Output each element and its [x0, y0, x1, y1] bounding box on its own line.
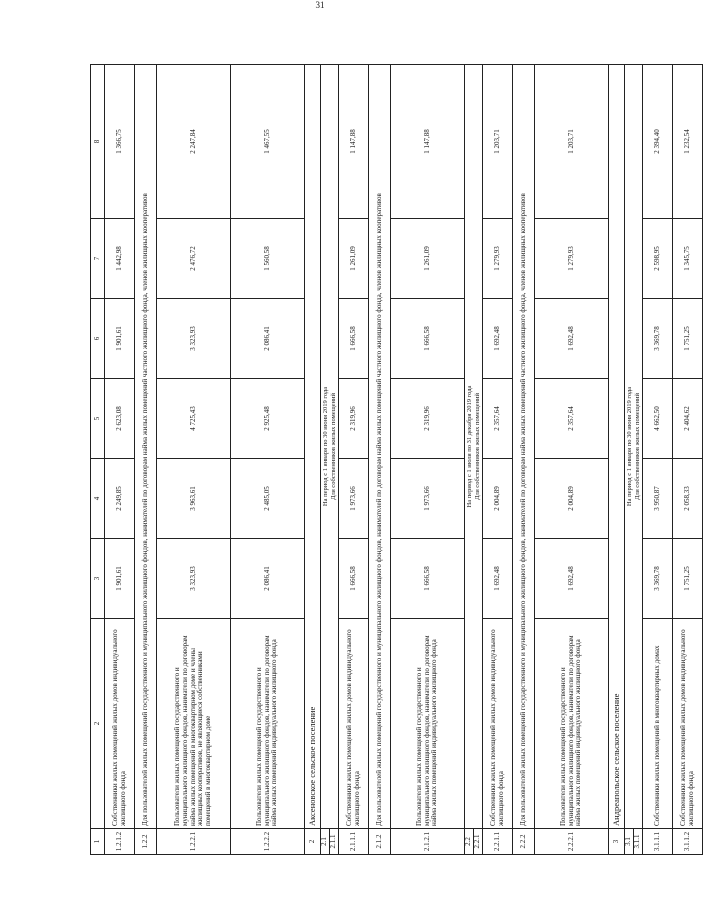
rotated-table-container	[90, 65, 695, 855]
row-name: Пользователи жилых помещений государственного и муниципального жилищного фондов, наниматели по договорам найма жилых помещений в многоквартирном доме и члены жилищных кооперативов, не являющиеся собственниками помещений в многоквартирном доме	[157, 619, 231, 829]
table-row	[643, 65, 673, 855]
row-code: 2.2.2.1	[535, 829, 609, 855]
group-heading: Для пользователей жилых помещений государственного и муниципального жилищного фондов, нанимателей по договорам найма жилых помещений частного жилищного фонда, членов жилищных кооперативов	[513, 65, 535, 829]
row-name: Пользователи жилых помещений государственного и муниципального жилищного фондов, наниматели по договорам найма жилых помещений индивидуального жилищного фонда	[391, 619, 465, 829]
tariff-value: 3 323,93	[157, 299, 231, 379]
row-code: 2.2.2	[513, 829, 535, 855]
row-code: 2.2.1	[474, 829, 483, 855]
tariff-value: 2 357,64	[535, 379, 609, 459]
tariff-value: 2 404,62	[673, 379, 703, 459]
group-heading: Для пользователей жилых помещений государственного и муниципального жилищного фондов, нанимателей по договорам найма жилых помещений частного жилищного фонда, членов жилищных кооперативов	[369, 65, 391, 829]
row-name: Пользователи жилых помещений государственного и муниципального жилищного фондов, наниматели по договорам найма жилых помещений индивидуального жилищного фонда	[535, 619, 609, 829]
row-name: Собственники жилых помещений в многоквартирных домах	[643, 619, 673, 829]
row-code: 2.1.1	[330, 829, 339, 855]
tariff-value: 3 950,87	[643, 459, 673, 539]
tariff-value: 1 442,98	[105, 219, 135, 299]
column-number-1: 1	[91, 829, 105, 855]
tariff-value: 1 666,58	[339, 299, 369, 379]
tariff-value: 2 319,96	[391, 379, 465, 459]
row-code: 2	[305, 829, 321, 855]
row-name: Собственники жилых помещений жилых домов индивидуального жилищного фонда	[673, 619, 703, 829]
column-number-4: 4	[91, 459, 105, 539]
table-row	[391, 65, 465, 855]
sub-heading: На период с 1 января по 30 июня 2019 года	[625, 65, 634, 829]
table-row	[609, 65, 625, 855]
sub-heading: На период с 1 июля по 31 декабря 2019 года	[465, 65, 474, 829]
tariff-value: 1 147,88	[391, 65, 465, 219]
table-row	[483, 65, 513, 855]
row-name: Собственники жилых помещений жилых домов индивидуального жилищного фонда	[339, 619, 369, 829]
tariff-value: 4 662,50	[643, 379, 673, 459]
row-code: 2.2.1.1	[483, 829, 513, 855]
table-row	[339, 65, 369, 855]
tariff-value: 1 751,25	[673, 539, 703, 619]
tariff-value: 1 232,54	[673, 65, 703, 219]
tariff-value: 1 666,58	[391, 539, 465, 619]
tariff-value: 1 366,75	[105, 65, 135, 219]
tariff-value: 1 973,66	[339, 459, 369, 539]
row-code: 1.2.2	[135, 829, 157, 855]
column-number-8: 8	[91, 65, 105, 219]
row-code: 3.1.1	[634, 829, 643, 855]
tariff-value: 2 925,48	[231, 379, 305, 459]
tariff-value: 2 319,96	[339, 379, 369, 459]
column-number-6: 6	[91, 299, 105, 379]
tariff-value: 3 323,93	[157, 539, 231, 619]
column-number-2: 2	[91, 619, 105, 829]
tariff-value: 1 467,55	[231, 65, 305, 219]
row-code: 3	[609, 829, 625, 855]
tariff-value: 2 249,85	[105, 459, 135, 539]
table-body	[91, 65, 703, 855]
tariff-value: 1 901,61	[105, 539, 135, 619]
tariff-value: 3 369,78	[643, 299, 673, 379]
sub-heading: Для собственников жилых помещений	[634, 65, 643, 829]
tariff-value: 1 973,66	[391, 459, 465, 539]
tariff-value: 1 279,93	[535, 219, 609, 299]
table-row	[513, 65, 535, 855]
tariff-value: 1 203,71	[483, 65, 513, 219]
tariff-value: 1 692,48	[483, 299, 513, 379]
table-row	[231, 65, 305, 855]
tariff-value: 1 203,71	[535, 65, 609, 219]
row-code: 2.1.1.1	[339, 829, 369, 855]
table-row	[673, 65, 703, 855]
sub-heading: Для собственников жилых помещений	[330, 65, 339, 829]
sub-heading: Для собственников жилых помещений	[474, 65, 483, 829]
table-row	[625, 65, 634, 855]
tariff-value: 2 394,40	[643, 65, 673, 219]
section-title: Андреапольское сельское поселение	[609, 65, 625, 829]
tariff-value: 2 004,89	[535, 459, 609, 539]
tariff-value: 2 086,41	[231, 539, 305, 619]
row-code: 2.1.2.1	[391, 829, 465, 855]
table-row	[135, 65, 157, 855]
row-name: Собственники жилых помещений жилых домов индивидуального жилищного фонда	[105, 619, 135, 829]
column-number-5: 5	[91, 379, 105, 459]
row-code: 2.1.2	[369, 829, 391, 855]
row-code: 3.1.1.1	[643, 829, 673, 855]
table-row	[369, 65, 391, 855]
tariff-value: 1 345,75	[673, 219, 703, 299]
tariff-value: 1 261,09	[391, 219, 465, 299]
row-name: Собственники жилых помещений жилых домов индивидуального жилищного фонда	[483, 619, 513, 829]
table-row	[634, 65, 643, 855]
tariff-value: 2 623,08	[105, 379, 135, 459]
tariff-value: 1 692,48	[535, 539, 609, 619]
tariff-value: 2 058,33	[673, 459, 703, 539]
table-row	[330, 65, 339, 855]
tariff-value: 4 725,43	[157, 379, 231, 459]
row-code: 2.2	[465, 829, 474, 855]
table-row	[535, 65, 609, 855]
row-name: Пользователи жилых помещений государственного и муниципального жилищного фондов, наниматели по договорам найма жилых помещений индивидуального жилищного фонда	[231, 619, 305, 829]
tariff-value: 2 086,41	[231, 299, 305, 379]
tariff-value: 1 751,25	[673, 299, 703, 379]
tariff-value: 1 147,88	[339, 65, 369, 219]
table-row	[474, 65, 483, 855]
tariff-value: 3 369,78	[643, 539, 673, 619]
column-number-row	[91, 65, 105, 855]
column-number-7: 7	[91, 219, 105, 299]
tariff-value: 1 560,58	[231, 219, 305, 299]
tariff-value: 2 598,95	[643, 219, 673, 299]
sub-heading: На период с 1 января по 30 июня 2019 года	[321, 65, 330, 829]
tariff-value: 1 666,58	[391, 299, 465, 379]
tariff-value: 1 261,09	[339, 219, 369, 299]
row-code: 2.1	[321, 829, 330, 855]
tariff-value: 1 279,93	[483, 219, 513, 299]
table-row	[105, 65, 135, 855]
row-code: 1.2.1.2	[105, 829, 135, 855]
tariff-value: 1 692,48	[483, 539, 513, 619]
table-row	[465, 65, 474, 855]
tariff-value: 2 476,72	[157, 219, 231, 299]
tariff-value: 1 666,58	[339, 539, 369, 619]
tariff-value: 2 004,89	[483, 459, 513, 539]
table-row	[321, 65, 330, 855]
page-number: 31	[315, 0, 325, 10]
section-title: Аксеновское сельское поселение	[305, 65, 321, 829]
tariff-value: 2 247,84	[157, 65, 231, 219]
tariff-value: 1 692,48	[535, 299, 609, 379]
tariff-value: 3 963,61	[157, 459, 231, 539]
row-code: 3.1.1.2	[673, 829, 703, 855]
tariff-value: 1 901,61	[105, 299, 135, 379]
tariff-value: 2 485,05	[231, 459, 305, 539]
column-number-3: 3	[91, 539, 105, 619]
tariff-table	[90, 64, 703, 855]
row-code: 1.2.2.2	[231, 829, 305, 855]
row-code: 1.2.2.1	[157, 829, 231, 855]
table-row	[305, 65, 321, 855]
table-row	[157, 65, 231, 855]
group-heading: Для пользователей жилых помещений государственного и муниципального жилищного фондов, нанимателей по договорам найма жилых помещений частного жилищного фонда, членов жилищных кооперативов	[135, 65, 157, 829]
tariff-value: 2 357,64	[483, 379, 513, 459]
row-code: 3.1	[625, 829, 634, 855]
